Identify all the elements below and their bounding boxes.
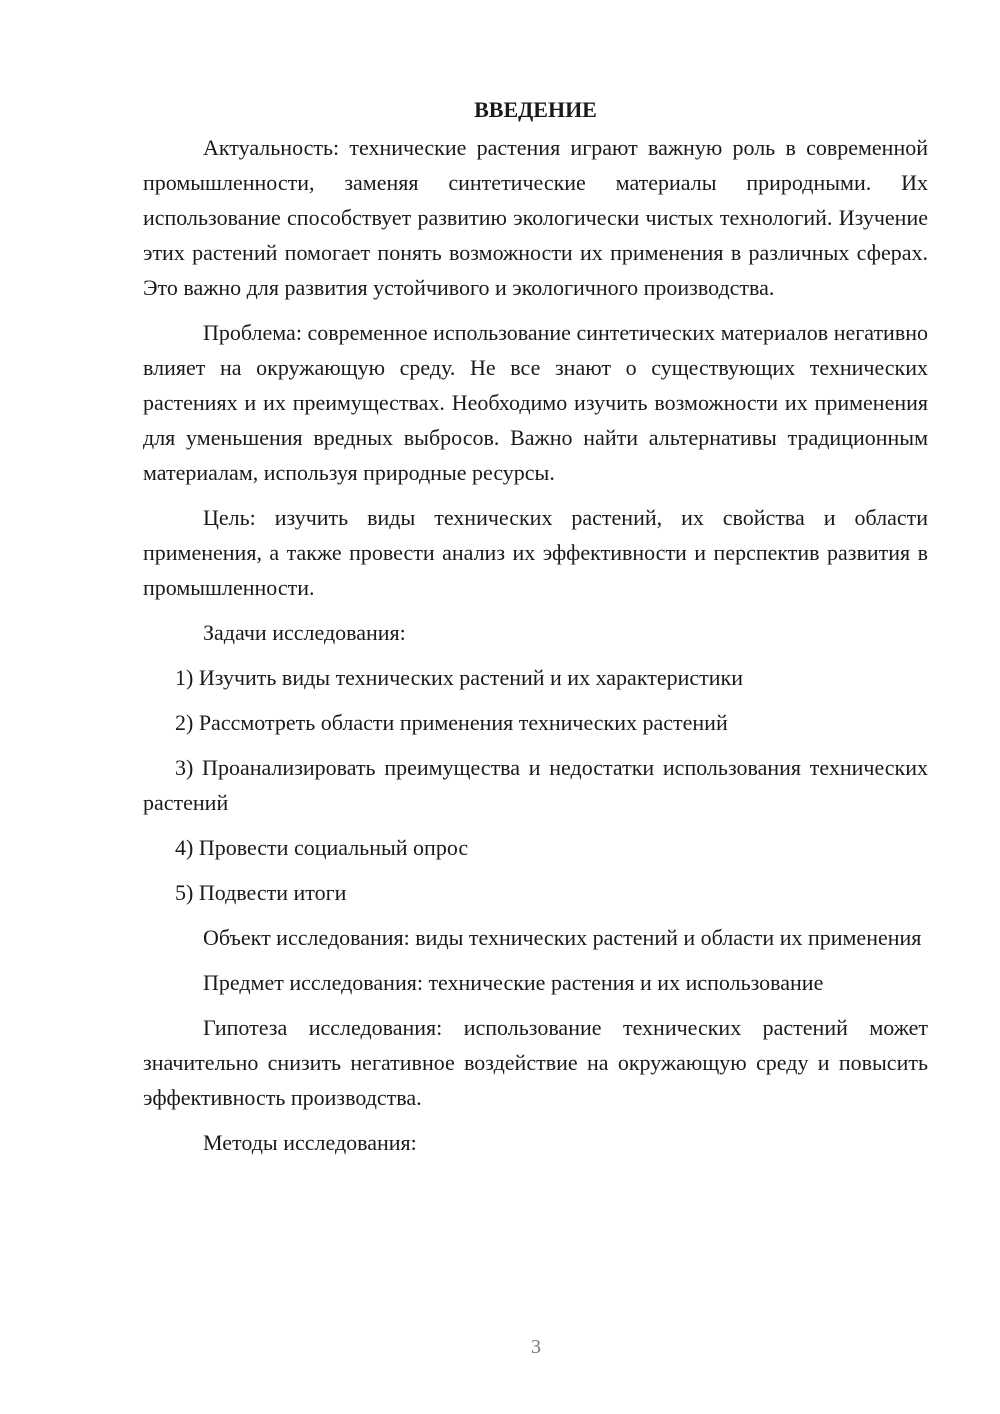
tasks-heading: Задачи исследования:: [203, 620, 406, 645]
subject-paragraph: Предмет исследования: технические растения и их использование: [203, 970, 824, 995]
task-item: 5) Подвести итоги: [175, 880, 347, 905]
hypothesis-paragraph: Гипотеза исследования: использование технических растений может значительно снизить негативное воздействие на окружающую среду и повысить эффективность производства.: [143, 1015, 928, 1110]
task-item: 4) Провести социальный опрос: [175, 835, 469, 860]
page-content: [143, 92, 928, 1170]
task-item: 2) Рассмотреть области применения технических растений: [175, 710, 728, 735]
problem-paragraph: Проблема: современное использование синтетических материалов негативно влияет на окружающую среду. Не все знают о существующих технических растениях и их преимуществах. Необходимо изучить возможности их применения для уменьшения вредных выбросов. Важно найти альтернативы традиционным материалам, используя природные ресурсы.: [143, 320, 928, 485]
task-item: 3) Проанализировать преимущества и недостатки использования технических растений: [143, 755, 928, 815]
relevance-paragraph: Актуальность: технические растения играют важную роль в современной промышленности, заменяя синтетические материалы природными. Их использование способствует развитию экологически чистых технологий. Изучение этих растений помогает понять возможности их применения в различных сферах. Это важно для развития устойчивого и экологичного производства.: [143, 135, 928, 300]
section-title: ВВЕДЕНИЕ: [474, 97, 597, 122]
goal-paragraph: Цель: изучить виды технических растений, их свойства и области применения, а также провести анализ их эффективности и перспектив развития в промышленности.: [143, 505, 928, 600]
task-item: 1) Изучить виды технических растений и их характеристики: [175, 665, 743, 690]
object-paragraph: Объект исследования: виды технических растений и области их применения: [203, 925, 922, 950]
methods-heading: Методы исследования:: [203, 1130, 417, 1155]
page-number: 3: [531, 1336, 541, 1358]
